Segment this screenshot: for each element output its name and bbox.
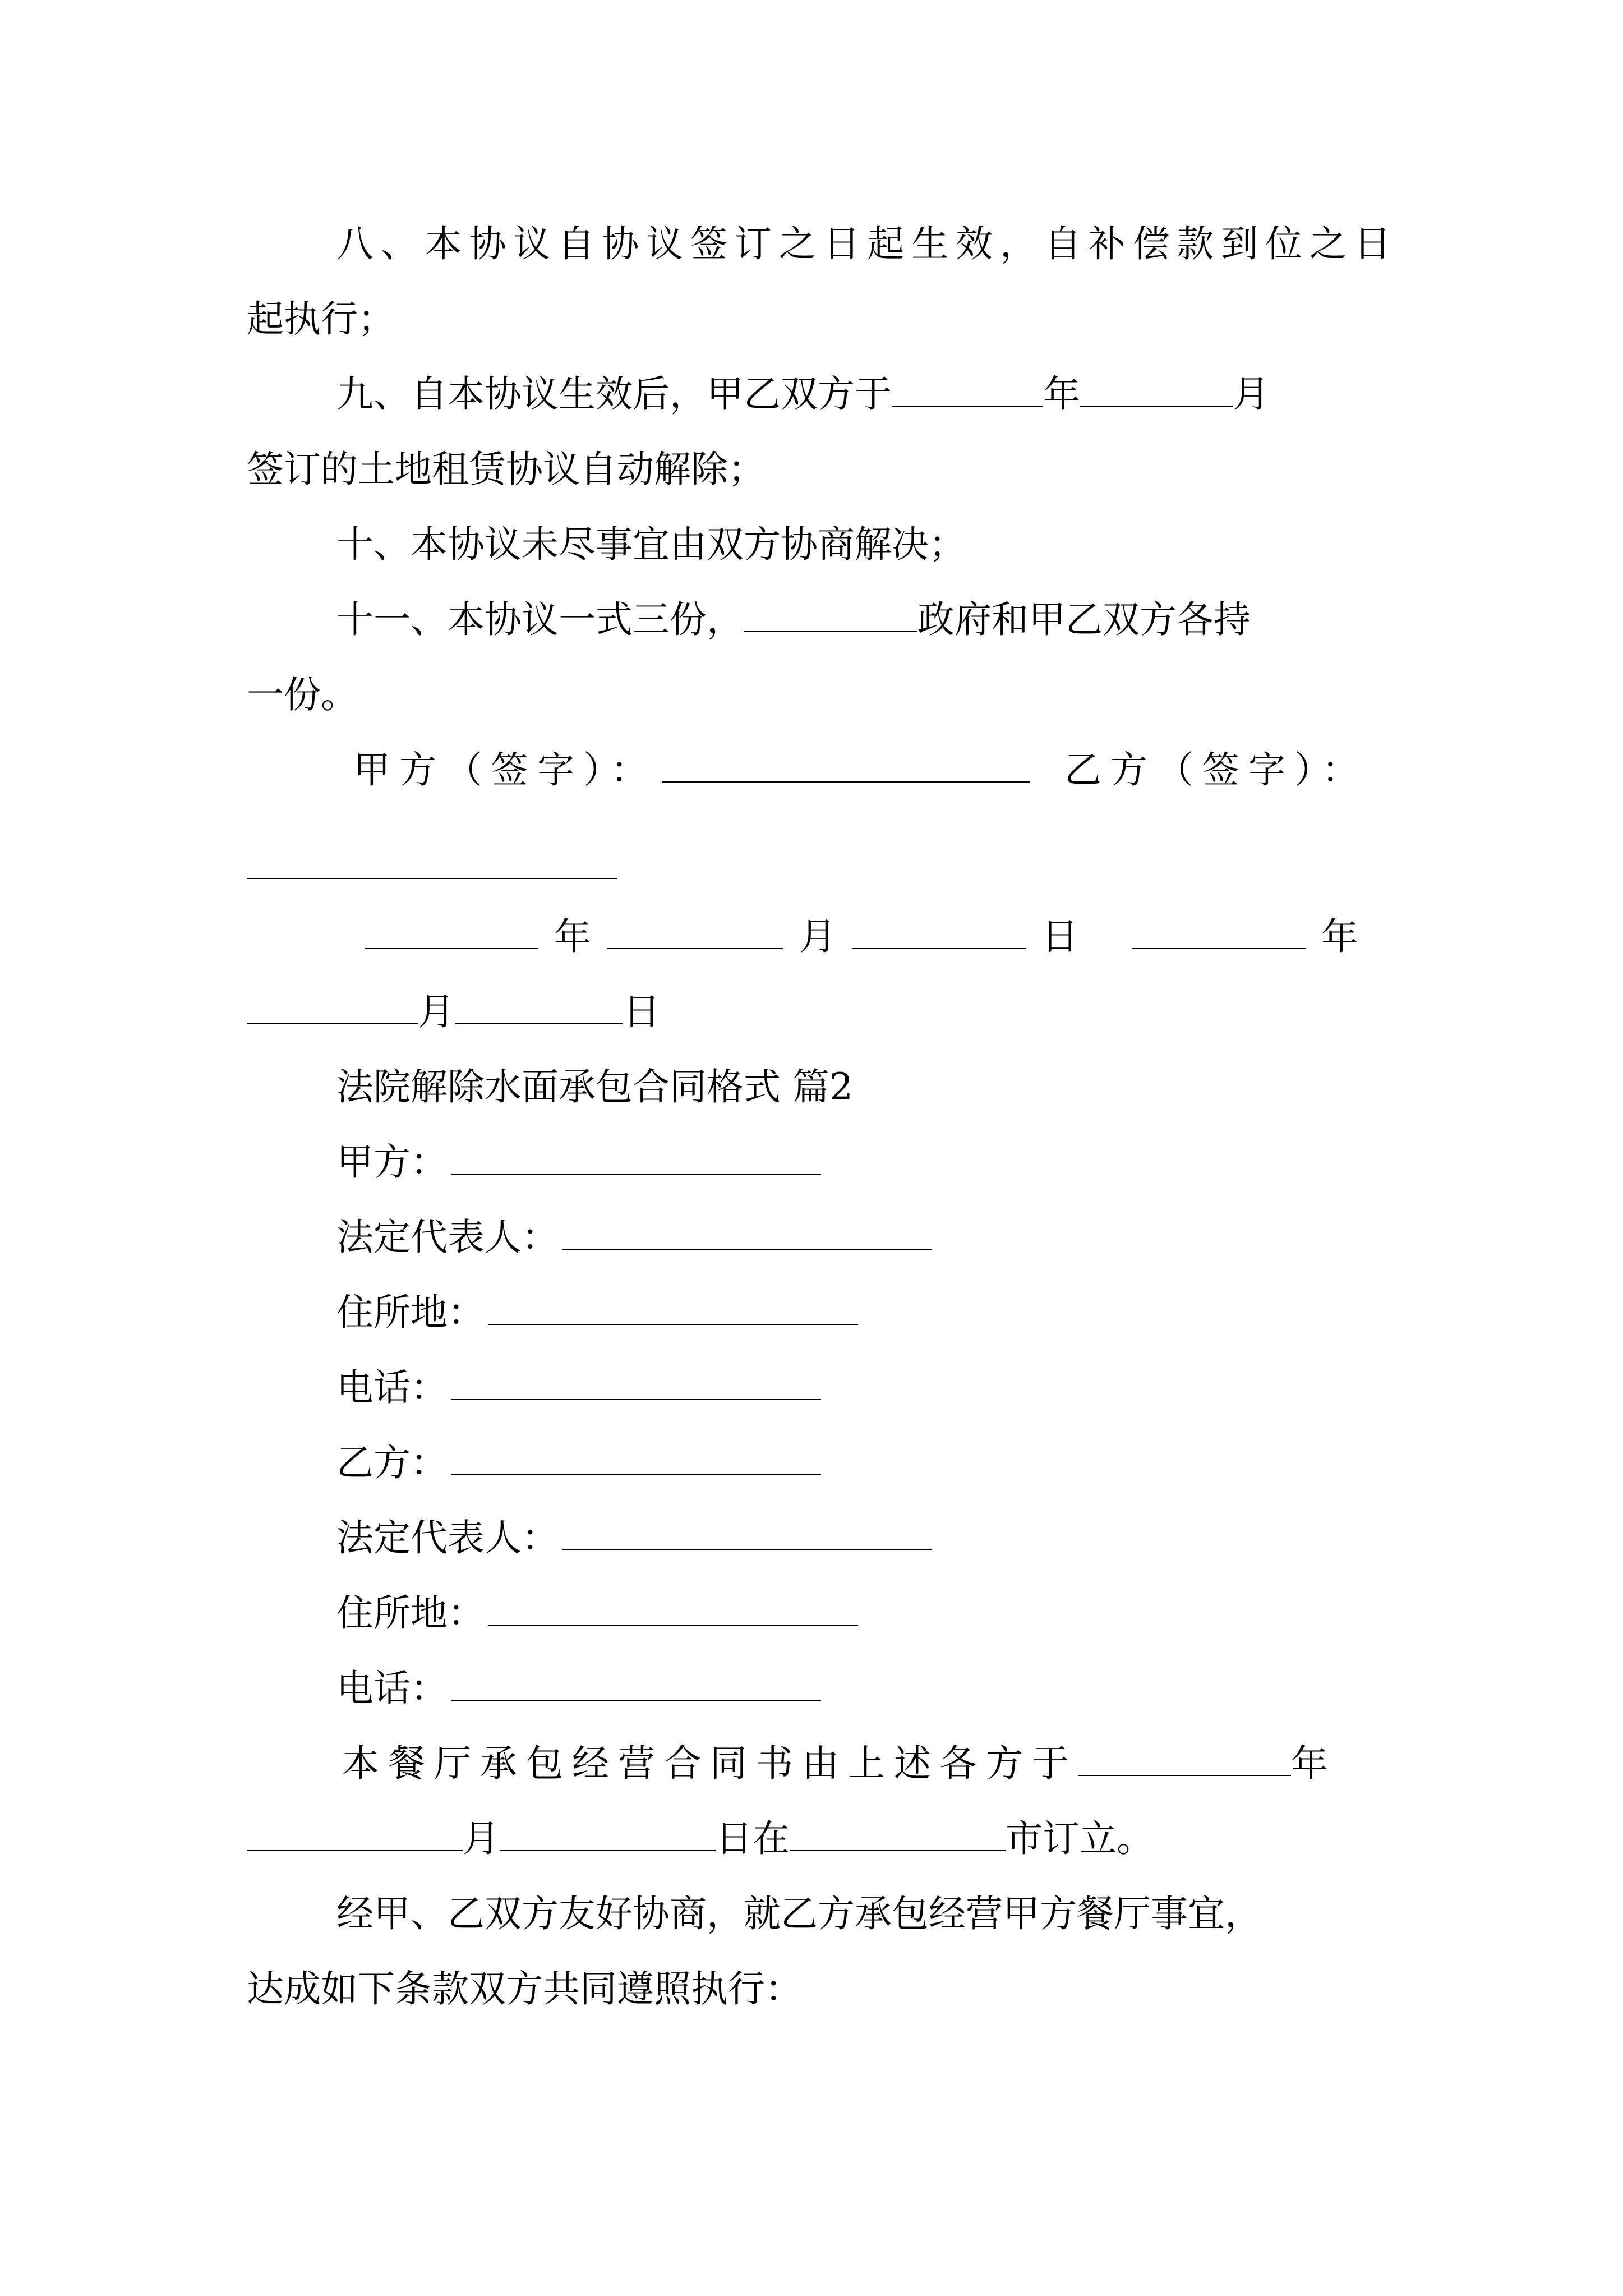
party-a-signature-label: 甲方（签字）： [353,748,657,792]
party-a-year-label: 年 [554,915,591,958]
signing-intro: 本餐厅承包经营合同书由上述各方于 [342,1742,1078,1785]
signing-sentence-line-2 [247,1811,1391,1867]
party-a-year-blank[interactable] [365,910,538,949]
year-blank[interactable] [892,367,1043,407]
party-a-address-row [336,1285,1481,1341]
signing-year-blank[interactable] [1078,1737,1291,1776]
party-a-rep-field[interactable] [562,1211,932,1250]
party-a-day-label: 日 [1041,915,1078,958]
party-a-label: 甲方： [336,1140,448,1184]
party-b-signature-blank[interactable] [247,877,617,879]
party-b-phone-field[interactable] [451,1662,821,1701]
signing-sentence-line-1 [342,1736,1391,1792]
signing-city-label: 市订立。 [1006,1817,1154,1860]
party-a-phone-field[interactable] [451,1361,821,1400]
year-label: 年 [1043,372,1080,416]
party-b-address-row [336,1585,1481,1641]
clause-10: 十、本协议未尽事宜由双方协商解决； [336,523,966,566]
party-b-month-label: 月 [418,990,455,1033]
party-a-rep-label: 法定代表人： [336,1216,559,1259]
party-a-address-field[interactable] [488,1286,858,1325]
party-a-signature-blank[interactable] [662,743,1030,783]
signature-row [353,742,1419,798]
intro-line-1: 经甲、乙双方友好协商，就乙方承包经营甲方餐厅事宜， [336,1892,1262,1935]
party-b-address-label: 住所地： [336,1591,485,1635]
party-b-rep-label: 法定代表人： [336,1516,559,1559]
clause-9-line-1 [336,366,1391,422]
signing-month-label: 月 [463,1817,500,1860]
clause-11-suffix: 政府和甲乙双方各持 [917,598,1251,641]
party-a-month-blank[interactable] [607,910,783,949]
party-a-day-blank[interactable] [852,910,1026,949]
signing-city-blank[interactable] [790,1812,1006,1851]
party-a-phone-label: 电话： [336,1366,448,1409]
party-b-rep-row [336,1510,1481,1566]
party-a-row [336,1134,1481,1190]
party-b-day-label: 日 [623,990,660,1033]
signing-year-label: 年 [1291,1742,1328,1785]
intro-line-2: 达成如下条款双方共同遵照执行： [247,1967,802,2010]
party-b-month-blank[interactable] [247,985,418,1024]
section-2-heading: 法院解除水面承包合同格式 篇2 [336,1065,853,1108]
clause-11-prefix: 十一、本协议一式三份， [336,598,744,641]
clause-8-line-1: 八、本协议自协议签订之日起生效，自补偿款到位之日 [336,222,1391,265]
month-blank[interactable] [1080,367,1233,407]
party-a-month-label: 月 [799,915,836,958]
signing-month-blank[interactable] [247,1812,463,1851]
party-b-field[interactable] [451,1436,821,1475]
month-label: 月 [1233,372,1270,416]
party-a-rep-row [336,1209,1481,1266]
government-blank[interactable] [744,593,917,632]
party-b-address-field[interactable] [488,1586,858,1626]
clause-9-line-2: 签订的土地租赁协议自动解除； [247,448,765,491]
party-b-year-blank[interactable] [1132,910,1306,949]
signing-day-label: 日在 [716,1817,790,1860]
party-a-address-label: 住所地： [336,1291,485,1334]
signing-day-blank[interactable] [500,1812,716,1851]
party-a-field[interactable] [451,1135,821,1175]
clause-9-prefix: 九、自本协议生效后，甲乙双方于 [336,372,892,416]
signing-date-row [365,909,1391,965]
party-b-date-continuation [247,984,1391,1040]
party-b-rep-field[interactable] [562,1511,932,1550]
party-b-day-blank[interactable] [455,985,623,1024]
party-b-year-label: 年 [1321,915,1358,958]
party-b-row [336,1435,1481,1491]
party-b-phone-row [336,1660,1481,1717]
party-a-phone-row [336,1360,1481,1416]
party-b-phone-label: 电话： [336,1667,448,1710]
party-b-label: 乙方： [336,1441,448,1484]
party-b-signature-label: 乙方（签字）： [1064,748,1368,792]
clause-8-line-2: 起执行； [247,297,395,341]
clause-11-line-1 [336,592,1391,648]
clause-11-line-2: 一份。 [247,673,358,716]
